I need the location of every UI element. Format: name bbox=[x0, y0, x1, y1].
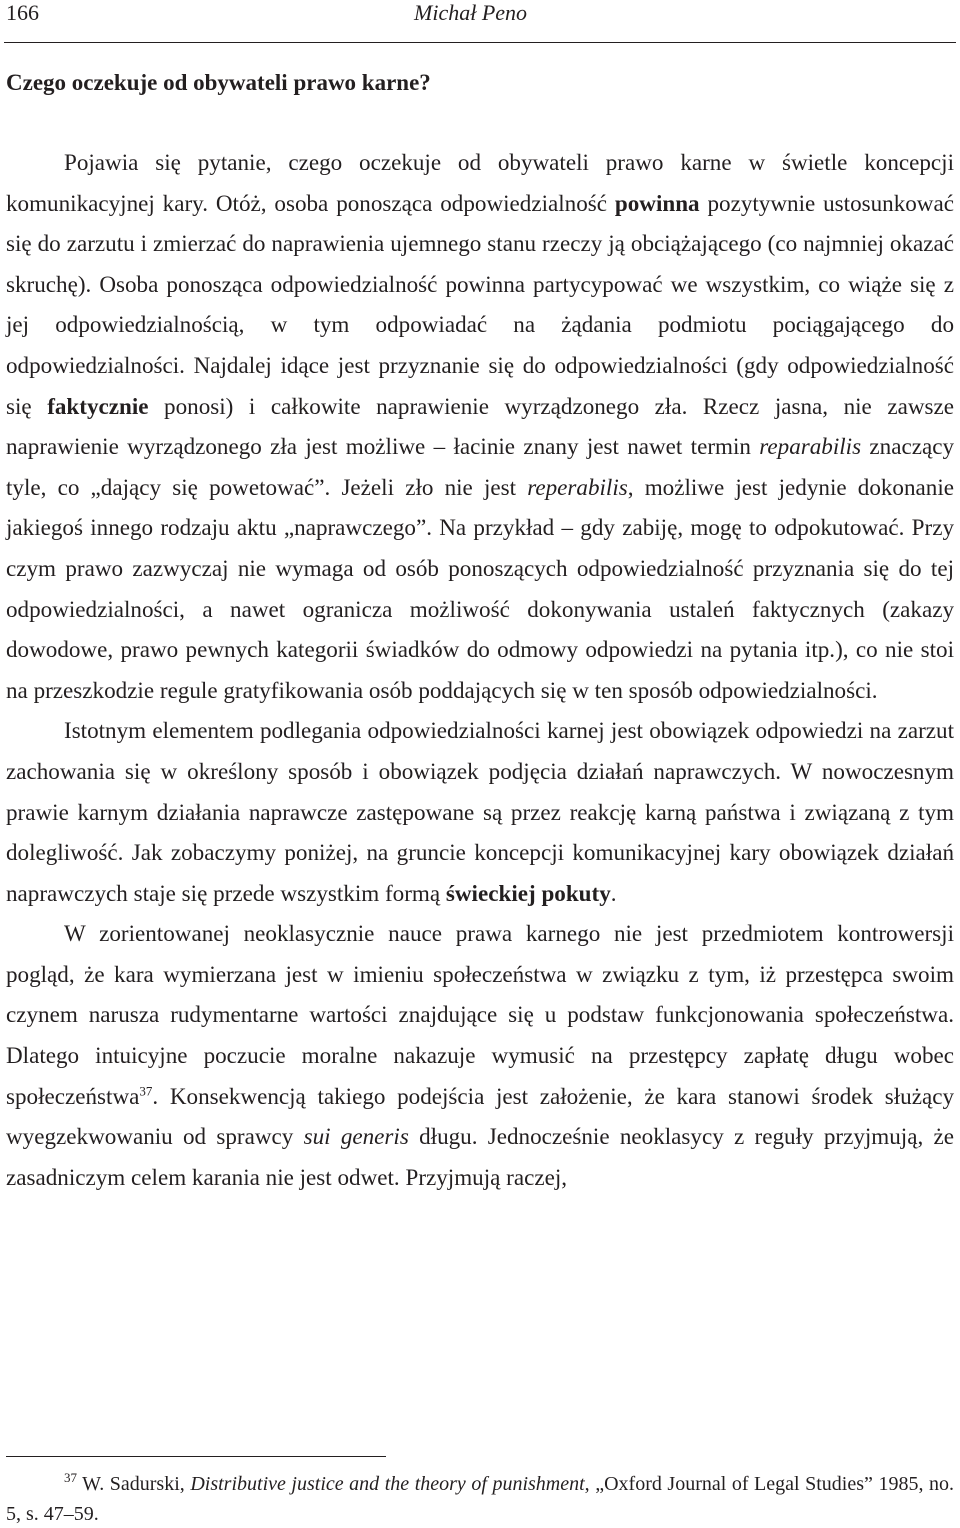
running-header bbox=[0, 0, 960, 28]
footnote: $^{37}$ W. Sadurski, Distributive justice and the theory of punishment, „Oxford Journal of Legal Studies” 1985, no. 5, s. 47–59. bbox=[6, 1470, 954, 1525]
footnote-number: 37 bbox=[64, 1470, 77, 1485]
running-author: Michał Peno bbox=[414, 0, 528, 25]
section-heading: Czego oczekuje od obywateli prawo karne? bbox=[6, 70, 431, 95]
footnote-reference[interactable]: 37 bbox=[139, 1082, 153, 1098]
footnote-title: Distributive justice and the theory of punishment bbox=[190, 1473, 585, 1495]
page-number: 166 bbox=[6, 0, 39, 25]
paragraph-2: Istotnym elementem podlegania odpowiedzialności karnej jest obowiązek odpowiedzi na zarzut zachowania się w określony sposób i obowiązek podjęcia działań naprawczych. W nowoczesnym prawie karnym działania naprawcze zastępowane są przez reakcję karną państwa i związaną z tym dolegliwość. Jak zobaczymy poniżej, na gruncie koncepcji komunikacyjnej kary obowiązek działań naprawczych staje się przede wszystkim formą świeckiej pokuty. bbox=[6, 717, 954, 906]
paragraph-3: W zorientowanej neoklasycznie nauce prawa karnego nie jest przedmiotem kontrowersji pogląd, że kara wymierzana jest w imieniu społeczeństwa w związku z tym, iż przestępca swoim czynem narusza rudymentarne wartości znajdujące się u podstaw funkcjonowania społeczeństwa. Dlatego intuicyjne poczucie moralne nakazuje wymusić na przestępcy zapłatę długu wobec społeczeństwa$^{37}$. Konsekwencją takiego podejścia jest założenie, że kara stanowi środek służący wyegzekwowaniu od sprawcy sui generis długu. Jednocześnie neoklasycy z reguły przyjmują, że zasadniczym celem karania nie jest odwet. Przyjmują raczej, bbox=[6, 920, 955, 1190]
header-rule bbox=[4, 42, 956, 43]
footnote-rule bbox=[6, 1456, 386, 1457]
paragraph-1: Pojawia się pytanie, czego oczekuje od obywateli prawo karne w świetle koncepcji komunikacyjnej kary. Otóż, osoba ponosząca odpowiedzialność powinna pozytywnie ustosunkować się do zarzutu i zmierzać do naprawienia ujemnego stanu rzeczy ją obciążającego (co najmniej okazać skruchę). Osoba ponosząca odpowiedzialność powinna partycypować we wszystkim, co wiąże się z jej odpowiedzialnością, w tym odpowiadać na żądania podmiotu pociągającego do odpowiedzialności. Najdalej idące jest przyznanie się do odpowiedzialności (gdy odpowiedzialność się faktycznie ponosi) i całkowite naprawienie wyrządzonego zła. Rzecz jasna, nie zawsze naprawienie wyrządzonego zła jest możliwe – łacinie znany jest nawet termin reparabilis znaczący tyle, co „dający się powetować”. Jeżeli zło nie jest reperabilis, możliwe jest jedynie dokonanie jakiegoś innego rodzaju aktu „naprawczego”. Na przykład – gdy zabiję, mogę to odpokutować. Przy czym prawo zazwyczaj nie wymaga od osób ponoszących odpowiedzialność przyznania się do tej odpowiedzialności, a nawet ogranicza możliwość dokonywania ustaleń faktycznych (zakazy dowodowe, prawo pewnych kategorii świadków do odmowy odpowiedzi na pytania itp.), co nie stoi na przeszkodzie regule gratyfikowania osób poddających się w ten sposób odpowiedzialności. bbox=[6, 149, 954, 703]
body-text bbox=[6, 142, 954, 1197]
